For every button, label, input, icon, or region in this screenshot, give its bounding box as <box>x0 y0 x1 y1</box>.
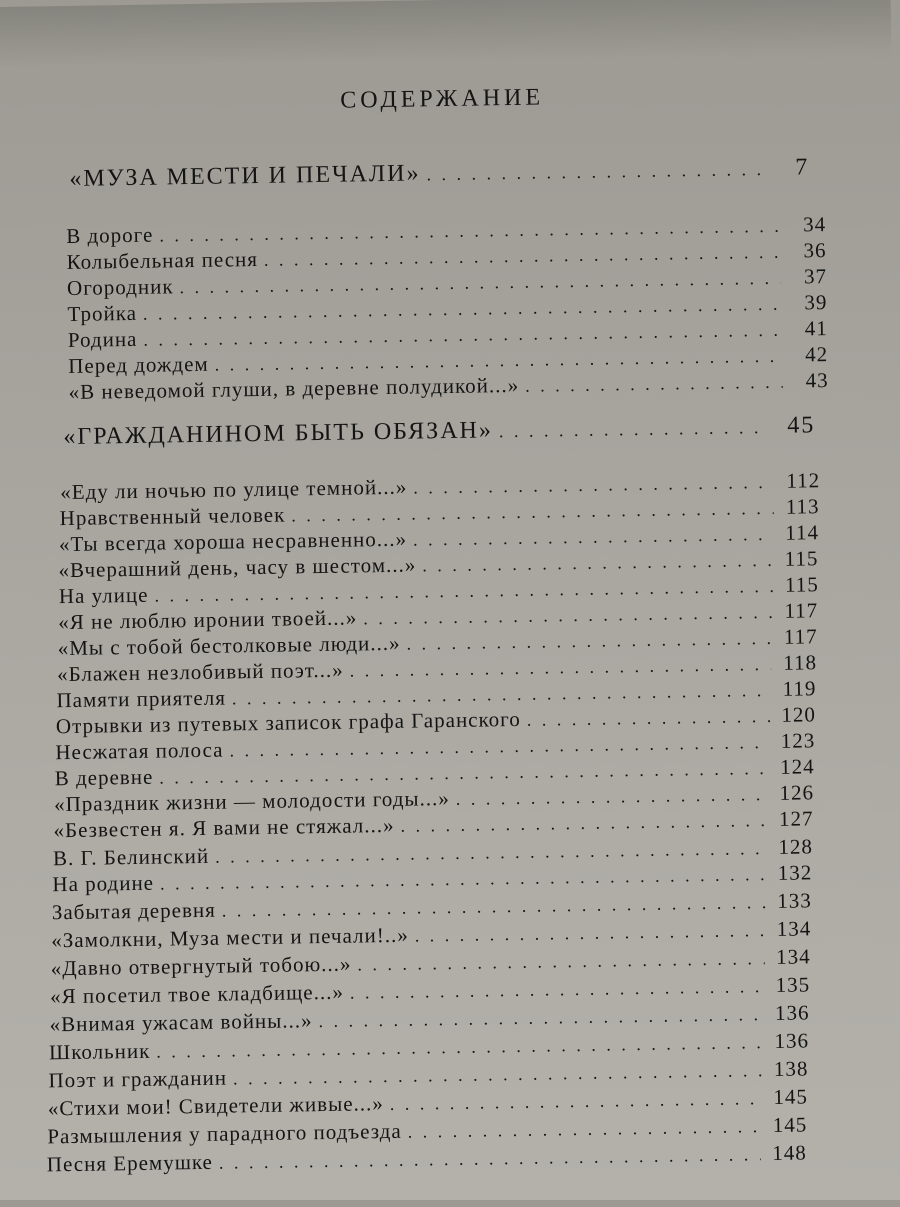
entry-page: 42 <box>804 342 829 367</box>
entry-title: Огородник <box>66 274 174 300</box>
entry-title: «Замолкни, Муза мести и печали!..» <box>51 922 409 953</box>
entry-title: «Я не люблю иронии твоей...» <box>58 605 358 635</box>
section-title: «ГРАЖДАНИНОМ БЫТЬ ОБЯЗАН» <box>63 417 494 451</box>
entry-page: 133 <box>777 888 812 913</box>
entry-page: 148 <box>772 1140 807 1166</box>
entry-page: 36 <box>803 238 827 263</box>
entry-title: «Ты всегда хороша несравненно...» <box>58 526 408 557</box>
entry-page: 134 <box>775 944 811 969</box>
entry-page: 119 <box>782 676 817 701</box>
entry-page: 120 <box>781 702 817 727</box>
leader-dots <box>413 524 773 551</box>
entry-title: Песня Еремушке <box>46 1149 214 1177</box>
entry-title: Нравственный человек <box>59 502 286 531</box>
entry-title: Размышления у парадного подъезда <box>47 1118 402 1149</box>
entry-page: 113 <box>785 494 820 519</box>
entry-title: На родине <box>52 870 155 897</box>
entry-title: Родина <box>67 326 138 352</box>
toc-heading: СОДЕРЖАНИЕ <box>340 84 545 114</box>
entry-page: 123 <box>780 728 816 753</box>
leader-dots <box>422 550 772 576</box>
entry-page: 132 <box>777 860 813 885</box>
section-page: 7 <box>795 154 810 181</box>
entry-title: «Давно отвергнутый тобою...» <box>50 951 352 981</box>
leader-dots <box>219 1144 761 1174</box>
entry-page: 136 <box>774 1000 810 1025</box>
leader-dots <box>499 417 770 442</box>
entry-title: «Стихи мои! Свидетели живые...» <box>47 1091 384 1121</box>
entry-page: 34 <box>802 212 827 237</box>
entry-title: Памяти приятеля <box>56 685 227 713</box>
entry-page: 114 <box>785 520 820 545</box>
entry-title: «Вчерашний день, часу в шестом...» <box>58 552 417 583</box>
entry-page: 117 <box>784 598 819 623</box>
entry-title: «Внимая ужасам войны...» <box>49 1008 313 1037</box>
leader-dots <box>357 948 765 975</box>
leader-dots <box>408 1116 762 1143</box>
entry-title: В. Г. Белинский <box>52 843 210 871</box>
leader-dots <box>406 628 771 655</box>
entry-title: «Я посетил твое кладбище...» <box>49 979 345 1009</box>
entry-title: «В неведомой глуши, в деревне полудикой...» <box>68 372 520 404</box>
entry-page: 124 <box>779 754 815 779</box>
entry-page: 128 <box>778 834 814 859</box>
entry-page: 136 <box>774 1028 810 1053</box>
entry-page: 115 <box>784 572 819 597</box>
entry-page: 39 <box>804 290 828 315</box>
leader-dots <box>350 976 765 1004</box>
entry-title: Отрывки из путевых записок графа Гаранского <box>55 706 521 739</box>
entry-page: 37 <box>803 264 828 289</box>
leader-dots <box>222 892 766 922</box>
entry-page: 135 <box>775 972 811 997</box>
entry-title: Перед дождем <box>68 351 209 378</box>
leader-dots <box>456 784 769 810</box>
leader-dots <box>400 810 767 837</box>
entry-page: 112 <box>786 468 821 493</box>
entry-title: Школьник <box>48 1038 151 1065</box>
entry-page: 145 <box>773 1084 809 1109</box>
leader-dots <box>318 1004 763 1032</box>
leader-dots <box>390 1088 762 1115</box>
entry-page: 118 <box>783 650 818 675</box>
entry-page: 117 <box>783 624 818 649</box>
entry-title: «Блажен незлобивый поэт...» <box>56 657 344 687</box>
entry-page: 43 <box>805 368 829 393</box>
entry-title: На улице <box>58 582 149 609</box>
section-heading <box>63 412 815 456</box>
entry-title: «Безвестен я. Я вами не стяжал...» <box>53 812 395 843</box>
entry-page: 126 <box>779 780 815 805</box>
entry-page: 138 <box>773 1056 809 1081</box>
entry-title: «Мы с тобой бестолковые люди...» <box>57 630 401 661</box>
leader-dots <box>527 706 770 731</box>
section-heading <box>69 154 809 198</box>
leader-dots <box>233 1060 763 1089</box>
section-page: 45 <box>787 412 816 439</box>
entry-page: 115 <box>784 546 819 571</box>
entry-page: 41 <box>804 316 828 341</box>
leader-dots <box>415 920 766 947</box>
entry-title: Тройка <box>67 300 138 326</box>
entry-title: Поэт и гражданин <box>48 1065 228 1093</box>
leader-dots <box>413 472 774 499</box>
top-shadow <box>0 0 891 67</box>
entry-title: Колыбельная песня <box>66 246 259 274</box>
entry-page: 145 <box>772 1112 808 1137</box>
entry-page: 127 <box>778 806 814 831</box>
entry-title: Несжатая полоса <box>55 737 224 765</box>
entry-title: «Еду ли ночью по улице темной...» <box>60 474 408 505</box>
entry-page: 134 <box>776 916 812 941</box>
leader-dots <box>426 159 763 185</box>
entry-title: В деревне <box>54 764 154 791</box>
entry-title: В дороге <box>66 222 154 248</box>
section-title: «МУЗА МЕСТИ И ПЕЧАЛИ» <box>69 160 421 192</box>
entry-title: Забытая деревня <box>51 897 216 925</box>
leader-dots <box>525 372 783 397</box>
entry-title: «Праздник жизни — молодости годы...» <box>53 786 450 817</box>
